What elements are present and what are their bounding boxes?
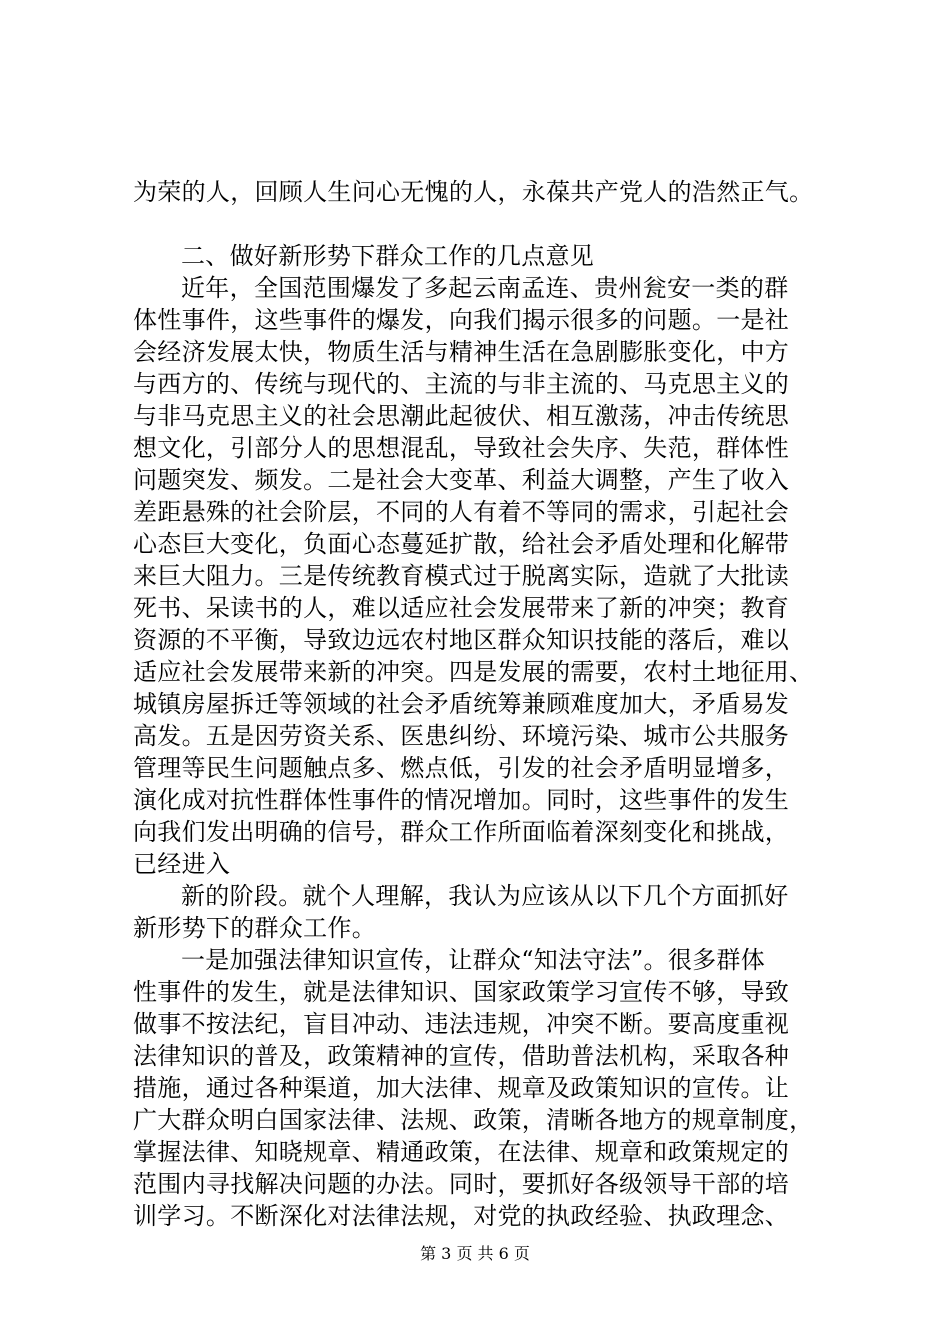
text-line: 性事件的发生，就是法律知识、国家政策学习宣传不够，导致 [133,978,790,1006]
text-line: 与非马克思主义的社会思潮此起彼伏、相互激荡，冲击传统思 [133,402,790,430]
text-line: 已经进入 [133,850,231,878]
text-line: 会经济发展太快，物质生活与精神生活在急剧膨胀变化，中方 [133,338,790,366]
text-line: 广大群众明白国家法律、法规、政策，清晰各地方的规章制度， [133,1106,814,1134]
text-line: 与西方的、传统与现代的、主流的与非主流的、马克思主义的 [133,370,790,398]
text-line: 新的阶段。就个人理解，我认为应该从以下几个方面抓好 [181,882,789,910]
text-line: 来巨大阻力。三是传统教育模式过于脱离实际，造就了大批读 [133,562,790,590]
text-line: 心态巨大变化，负面心态蔓延扩散，给社会矛盾处理和化解带 [133,530,790,558]
text-line: 资源的不平衡，导致边远农村地区群众知识技能的落后，难以 [133,626,790,654]
text-line: 管理等民生问题触点多、燃点低，引发的社会矛盾明显增多， [133,754,790,782]
text-line: 差距悬殊的社会阶层，不同的人有着不等同的需求，引起社会 [133,498,790,526]
text-line: 近年，全国范围爆发了多起云南孟连、贵州瓮安一类的群 [181,274,789,302]
section-heading: 二、做好新形势下群众工作的几点意见 [181,242,595,270]
text-line: 死书、呆读书的人，难以适应社会发展带来了新的冲突；教育 [133,594,790,622]
text-line: 体性事件，这些事件的爆发，向我们揭示很多的问题。一是社 [133,306,790,334]
page-footer: 第 3 页 共 6 页 [420,1244,530,1263]
text-line: 演化成对抗性群体性事件的情况增加。同时，这些事件的发生 [133,786,790,814]
text-line: 训学习。不断深化对法律法规，对党的执政经验、执政理念、 [133,1202,790,1230]
text-line: 范围内寻找解决问题的办法。同时，要抓好各级领导干部的培 [133,1170,790,1198]
text-line: 措施，通过各种渠道，加大法律、规章及政策知识的宣传。让 [133,1074,790,1102]
text-line: 为荣的人，回顾人生问心无愧的人，永葆共产党人的浩然正气。 [133,178,814,206]
text-line: 做事不按法纪，盲目冲动、违法违规，冲突不断。要高度重视 [133,1010,790,1038]
text-line: 适应社会发展带来新的冲突。四是发展的需要，农村土地征用、 [133,658,814,686]
text-line: 掌握法律、知晓规章、精通政策，在法律、规章和政策规定的 [133,1138,790,1166]
text-line: 法律知识的普及，政策精神的宣传，借助普法机构，采取各种 [133,1042,790,1070]
text-line: 想文化，引部分人的思想混乱，导致社会失序、失范，群体性 [133,434,790,462]
text-line: 向我们发出明确的信号，群众工作所面临着深刻变化和挑战， [133,818,790,846]
text-line: 问题突发、频发。二是社会大变革、利益大调整，产生了收入 [133,466,790,494]
text-line: 高发。五是因劳资关系、医患纠纷、环境污染、城市公共服务 [133,722,790,750]
text-line: 一是加强法律知识宣传，让群众“知法守法”。很多群体 [181,946,766,974]
text-line: 新形势下的群众工作。 [133,914,376,942]
text-line: 城镇房屋拆迁等领域的社会矛盾统筹兼顾难度加大，矛盾易发 [133,690,790,718]
